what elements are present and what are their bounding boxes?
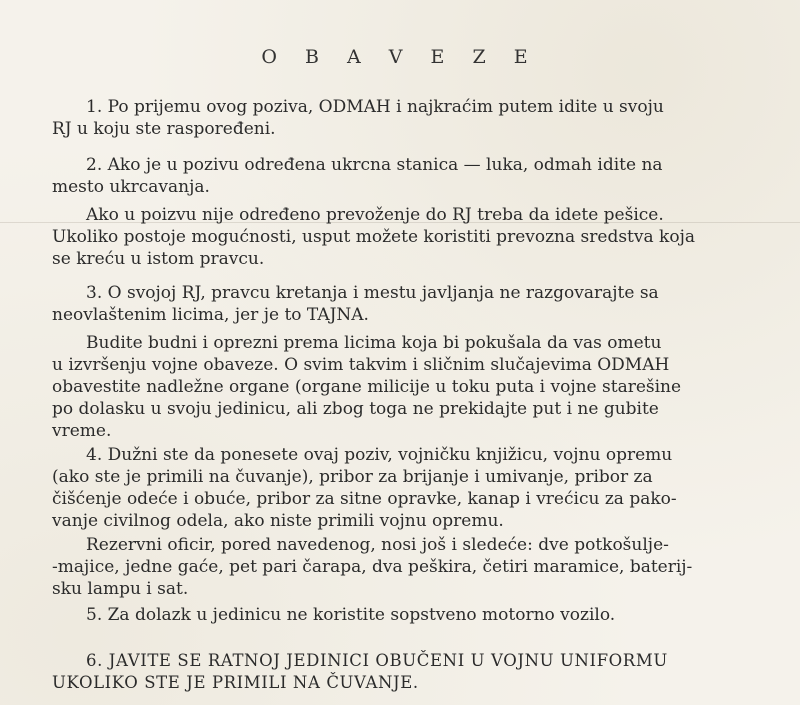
text-line: 2. Ako je u pozivu određena ukrcna stanica — luka, odmah idite na — [86, 155, 663, 175]
paragraph-1 — [52, 96, 780, 140]
text-line: vanje civilnog odela, ako niste primili vojnu opremu. — [52, 511, 504, 531]
text-line: po dolasku u svoju jedinicu, ali zbog toga ne prekidajte put i ne gubite — [52, 399, 659, 419]
text-line: u izvršenju vojne obaveze. O svim takvim i sličnim slučajevima ODMAH — [52, 355, 670, 375]
text-line: 4. Dužni ste da ponesete ovaj poziv, vojničku knjižicu, vojnu opremu — [86, 445, 673, 465]
paragraph-6 — [52, 444, 780, 532]
text-line: 1. Po prijemu ovog poziva, ODMAH i najkraćim putem idite u svoju — [86, 97, 664, 117]
text-line: neovlaštenim licima, jer je to TAJNA. — [52, 305, 369, 325]
paragraph-4 — [52, 282, 780, 326]
paragraph-2 — [52, 154, 780, 198]
text-line: čišćenje odeće i obuće, pribor za sitne opravke, kanap i vrećicu za pako- — [52, 489, 677, 509]
text-line: obavestite nadležne organe (organe milicije u toku puta i vojne starešine — [52, 377, 682, 397]
text-line: (ako ste je primili na čuvanje), pribor za brijanje i umivanje, pribor za — [52, 467, 653, 487]
text-line: UKOLIKO STE JE PRIMILI NA ČUVANJE. — [52, 673, 419, 692]
text-line: Budite budni i oprezni prema licima koja bi pokušala da vas ometu — [86, 333, 662, 353]
text-line: Ako u poizvu nije određeno prevoženje do RJ treba da idete pešice. — [86, 205, 664, 225]
paragraph-3 — [52, 204, 780, 270]
paragraph-9 — [52, 650, 780, 694]
text-line: -majice, jedne gaće, pet pari čarapa, dva peškira, četiri maramice, baterij- — [52, 557, 693, 577]
paragraph-7 — [52, 534, 780, 600]
text-line: se kreću u istom pravcu. — [52, 249, 265, 269]
text-line: mesto ukrcavanja. — [52, 177, 210, 197]
paragraph-5 — [52, 332, 780, 442]
text-line: sku lampu i sat. — [52, 579, 189, 599]
text-line: vreme. — [52, 421, 112, 441]
text-line: Ukoliko postoje mogućnosti, usput možete koristiti prevozna sredstva koja — [52, 227, 695, 247]
document-title: O B A V E Z E — [261, 46, 539, 68]
text-line: 5. Za dolazk u jedinicu ne koristite sopstveno motorno vozilo. — [86, 605, 616, 625]
text-line: 6. JAVITE SE RATNOJ JEDINICI OBUČENI U VOJNU UNIFORMU — [86, 651, 668, 670]
paragraph-8 — [52, 604, 780, 626]
text-line: 3. O svojoj RJ, pravcu kretanja i mestu javljanja ne razgovarajte sa — [86, 283, 659, 303]
text-line: RJ u koju ste raspoređeni. — [52, 119, 276, 139]
text-line: Rezervni oficir, pored navedenog, nosi još i sledeće: dve potkošulje- — [86, 535, 669, 555]
